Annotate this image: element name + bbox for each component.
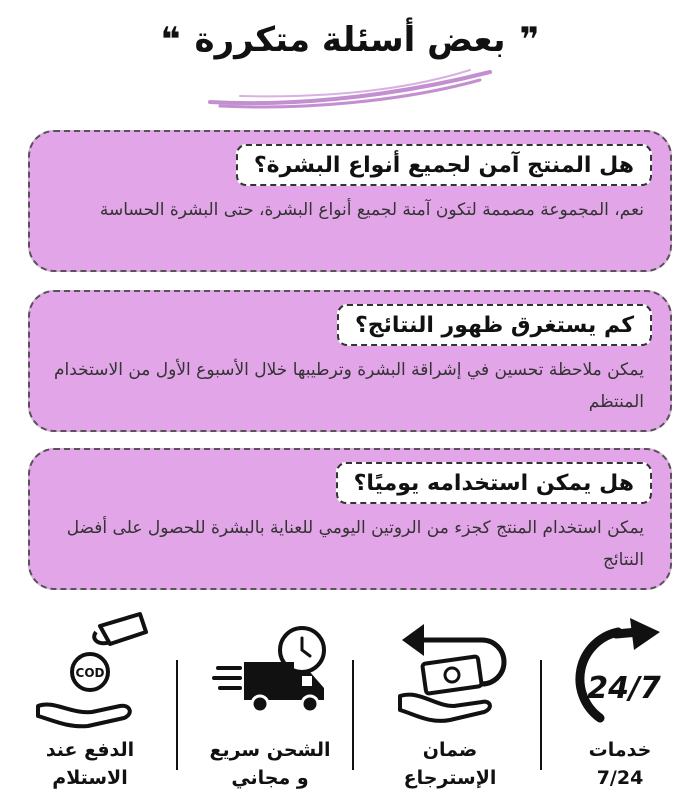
feature-shipping [190,600,350,800]
header [0,14,700,94]
money-return-icon [390,610,510,730]
feature-divider [352,660,354,770]
feature-label: و مجاني [231,767,309,789]
clock-24-7-icon [560,610,680,730]
cash-on-delivery-icon [30,610,150,730]
faq-question: هل يمكن استخدامه يوميًا؟ [336,462,652,504]
feature-cod [10,600,170,800]
page-title: بعض أسئلة متكررة [194,20,506,60]
faq-answer: يمكن ملاحظة تحسين في إشراقة البشرة وترطيبها خلال الأسبوع الأول من الاستخدام المنتظم [54,360,644,412]
feature-label: الدفع عند [45,739,135,761]
faq-card-3[interactable] [28,448,672,590]
feature-divider [176,660,178,770]
cod-badge-text: COD [75,666,105,680]
feature-label: الاستلام [52,767,128,789]
clock-badge-text: 24/7 [587,671,661,706]
faq-card-2[interactable] [28,290,672,432]
quote-open-icon: ❞ [519,20,540,60]
feature-label: 7/24 [596,767,644,789]
feature-divider [540,660,542,770]
swoosh-underline-icon [200,66,500,110]
faq-question: كم يستغرق ظهور النتائج؟ [337,304,652,346]
faq-answer: يمكن استخدام المنتج كجزء من الروتين اليومي للعناية بالبشرة للحصول على أفضل النتائج [66,518,644,570]
faq-answer: نعم، المجموعة مصممة لتكون آمنة لجميع أنواع البشرة، حتى البشرة الحساسة [99,200,644,220]
feature-label: ضمان [422,739,478,761]
quote-close-icon: ❝ [160,20,181,60]
faq-question: هل المنتج آمن لجميع أنواع البشرة؟ [236,144,652,186]
feature-label: خدمات [588,739,652,761]
feature-return [370,600,530,800]
delivery-truck-icon [210,610,330,730]
faq-card-1[interactable] [28,130,672,272]
feature-label: الإسترجاع [403,767,497,789]
feature-label: الشحن سريع [209,739,331,761]
title-row [0,20,700,60]
features-bar [0,600,700,800]
feature-24-7 [540,600,700,800]
